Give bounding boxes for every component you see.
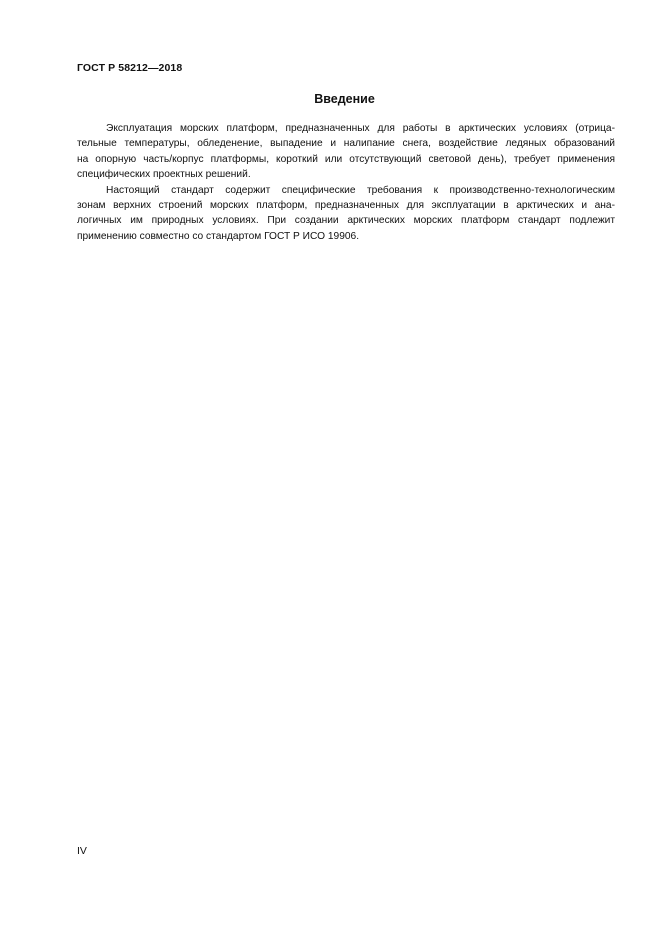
document-header xyxy=(77,62,182,74)
section-title: Введение xyxy=(314,92,375,106)
paragraph-line: применению совместно со стандартом ГОСТ Р ИСО 19906. xyxy=(77,230,360,242)
paragraph-line: Эксплуатация морских платформ, предназначенных для работы в арктических условиях (отрица- xyxy=(106,123,615,134)
paragraph xyxy=(77,183,615,245)
paragraph-line: на опорную часть/корпус платформы, короткий или отсутствующий световой день), требует применения xyxy=(77,153,615,165)
paragraph xyxy=(77,121,615,183)
paragraph-line: тельные температуры, обледенение, выпадение и налипание снега, воздействие ледяных образований xyxy=(77,138,615,150)
paragraph-line: специфических проектных решений. xyxy=(77,169,251,181)
paragraph-line: логичных им природных условиях. При создании арктических морских платформ стандарт подлежит xyxy=(77,215,615,227)
body-text xyxy=(77,121,615,244)
standard-id: ГОСТ Р 58212—2018 xyxy=(77,62,183,74)
page-number: IV xyxy=(77,845,87,857)
paragraph-line: Настоящий стандарт содержит специфические требования к производственно-технологическим xyxy=(106,184,615,196)
paragraph-line: зонам верхних строений морских платформ, предназначенных для эксплуатации в арктических и ана- xyxy=(77,200,615,212)
